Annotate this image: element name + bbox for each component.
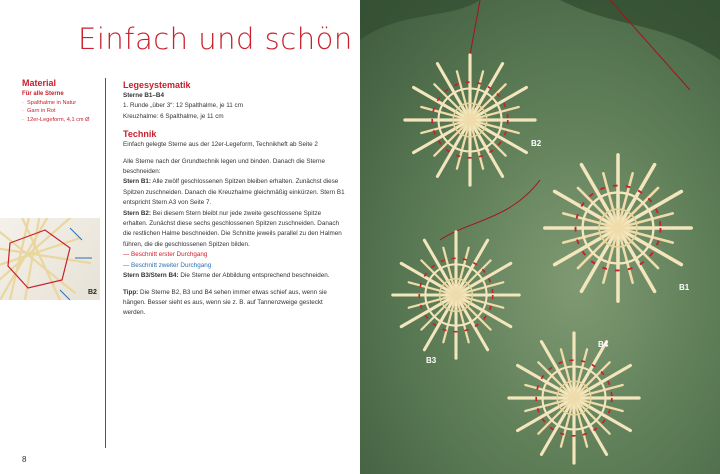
- star-b4: [509, 333, 639, 463]
- legesystematik-line: 1. Runde „über 3“: 12 Spalthalme, je 11 cm: [123, 102, 243, 110]
- legesystematik-heading: Legesystematik: [123, 80, 191, 90]
- detail-photo-label: B2: [88, 289, 97, 296]
- main-text: [123, 79, 345, 319]
- column-divider: [105, 78, 106, 448]
- legesystematik-subheading: Sterne B1–B4: [123, 92, 164, 99]
- stern-b1-text: Alle zwölf geschlossenen Spitzen bleiben erhalten. Zunächst diese Spitzen zuschneiden. Danach die Kreuzhalme gleichmäßig einkürzen. Stern B1 entspricht Stern A3 von Seite 7.: [123, 178, 345, 207]
- star-label-b4: B4: [598, 340, 609, 349]
- legend-red: — Beschnitt erster Durchgang: [123, 251, 208, 259]
- page-number: 8: [22, 455, 27, 464]
- tip-label: Tipp:: [123, 288, 139, 296]
- detail-star-illustration: [0, 218, 100, 300]
- star-label-b2: B2: [531, 139, 542, 148]
- straw-stars-photo: [360, 0, 720, 474]
- material-heading: Material: [22, 78, 57, 88]
- material-sidebar: [22, 78, 98, 124]
- star-b1: [545, 155, 691, 301]
- star-b3: [393, 232, 519, 358]
- tip-paragraph: [123, 288, 345, 319]
- star-label-b3: B3: [426, 356, 437, 365]
- detail-photo: [0, 218, 100, 300]
- photo-page: [360, 0, 720, 474]
- stern-b34-text: Die Sterne der Abbildung entsprechend beschneiden.: [178, 272, 330, 280]
- material-item: · Spalthalme in Natur: [22, 99, 98, 107]
- legend-blue: — Beschnitt zweiter Durchgang: [123, 261, 212, 269]
- stern-b34-paragraph: [123, 271, 345, 281]
- stern-b34-label: Stern B3/Stern B4:: [123, 272, 179, 280]
- stern-b2-paragraph: [123, 209, 345, 251]
- star-b2: [405, 55, 535, 185]
- page-title: Einfach und schön: [78, 22, 353, 56]
- stern-b1-paragraph: [123, 177, 345, 208]
- star-label-b1: B1: [679, 283, 690, 292]
- technik-intro: Einfach gelegte Sterne aus der 12er-Legeform, Technikheft ab Seite 2: [123, 141, 318, 149]
- material-list: [22, 99, 98, 124]
- stern-b2-label: Stern B2:: [123, 209, 151, 217]
- technik-paragraph: Alle Sterne nach der Grundtechnik legen und binden. Danach die Sterne beschneiden:: [123, 157, 325, 176]
- tip-text: Die Sterne B2, B3 und B4 sehen immer etwas schief aus, wenn sie hängen. Besser sieht es aus, wenn sie z. B. auf Tannenzweige gesteckt werden.: [123, 288, 327, 317]
- stern-b1-label: Stern B1:: [123, 178, 151, 186]
- stern-b2-text: Bei diesem Stern bleibt nur jede zweite geschlossene Spitze erhalten. Zunächst diese sechs geschlossenen Spitzen zuschneiden. Danach die restlichen Halme beschneiden. Die Schnitte jeweils parallel zu den Halmen führen, die die geschlossenen Spitzen bilden.: [123, 209, 342, 248]
- material-subheading: Für alle Sterne: [22, 91, 64, 97]
- legesystematik-line: Kreuzhalme: 6 Spalthalme, je 11 cm: [123, 112, 224, 120]
- material-item: · Garn in Rot: [22, 107, 98, 115]
- material-item: · 12er-Legeform, 4,1 cm Ø: [22, 116, 98, 124]
- technik-heading: Technik: [123, 129, 157, 140]
